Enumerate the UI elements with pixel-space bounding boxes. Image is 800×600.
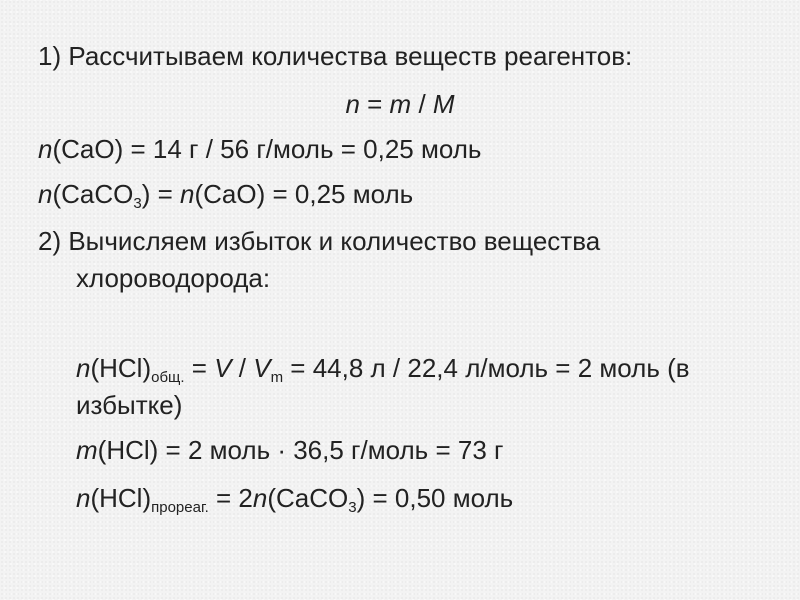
subscript: общ. [151,369,185,386]
caco3-text: (CaCO [52,179,134,209]
equals-text: = 2 [208,483,253,513]
var-n: n [38,134,53,164]
var-V: V [214,353,232,383]
line-caco3 [38,178,413,210]
var-m: m [389,89,412,119]
var-n: n [38,179,53,209]
var-V: V [253,353,271,383]
slash-sign: / [411,89,433,119]
line-hcl-total [76,352,690,384]
hcl-text: (HCl) [90,483,152,513]
formula-general [0,88,800,120]
line-hcl-mass [76,434,504,466]
step2-heading-line2: хлороводорода: [76,263,271,293]
cao-result-text: (CaO) = 0,25 моль [194,179,414,209]
line-hcl-reacted [76,482,513,514]
hcl-reacted-text: ) = 0,50 моль [356,483,514,513]
step2-heading-line1: 2) Вычисляем избыток и количество вещества [38,226,601,256]
subscript: 3 [348,499,357,516]
step1-heading: 1) Рассчитываем количества веществ реагентов: [38,41,633,71]
line-hcl-total-continued: избытке) [76,390,183,420]
hcl-text: (HCl) [90,353,152,383]
equals-text: ) = [141,179,181,209]
subscript: 3 [133,195,142,212]
slash-text: / [231,353,254,383]
var-n: n [76,483,91,513]
subscript: прореаг. [151,499,209,516]
hcl-mass-text: (HCl) = 2 моль · 36,5 г/моль = 73 г [97,435,504,465]
var-m: m [76,435,98,465]
equals-sign: = [359,89,390,119]
var-n: n [345,89,360,119]
var-n: n [180,179,195,209]
cao-text: (CaO) = 14 г / 56 г/моль = 0,25 моль [52,134,482,164]
equals-text: = [184,353,215,383]
hcl-total-text: = 44,8 л / 22,4 л/моль = 2 моль (в [283,353,690,383]
var-M: M [432,89,455,119]
subscript: m [270,369,284,386]
line-cao [38,133,481,165]
var-n: n [76,353,91,383]
var-n: n [252,483,268,513]
caco3-text: (CaCO [267,483,349,513]
